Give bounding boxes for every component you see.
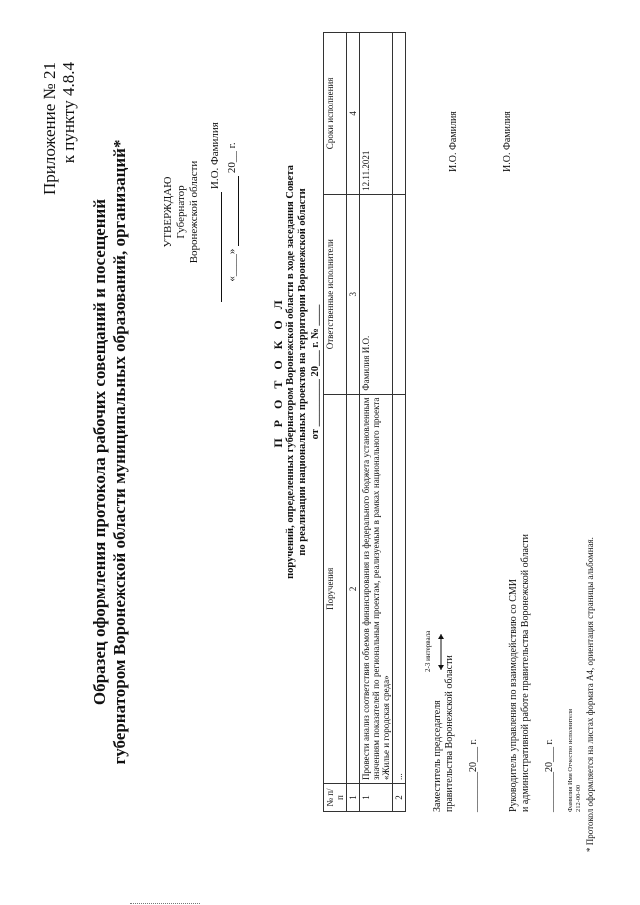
document-title [90, 92, 130, 812]
signature-position-line-2: правительства Воронежской области [444, 655, 455, 812]
signature-block-media-head [508, 392, 556, 812]
row-executor [393, 194, 406, 394]
title-line-1: Образец оформления протокола рабочих совещаний и посещений [90, 198, 109, 706]
row-deadline: 12.11.2021 [360, 33, 393, 195]
row-instruction: ... [393, 394, 406, 783]
column-number-cell: 2 [347, 394, 360, 783]
approve-signature-line [209, 112, 222, 312]
page-footnote: * Протокол оформляется на листах формата А4, ориентация страницы альбомная. [585, 537, 595, 852]
row-instruction: Провести анализ соответствия объемов финансирования из федерального бюджета установленным значениям показателей по региональным проектам, реализуемым в рамках национального проекта «Жилье и городская среда» [360, 394, 393, 783]
table-row [360, 33, 393, 812]
executor-name: Фамилия Имя Отчество исполнителя [567, 708, 574, 812]
scan-edge-divider [130, 903, 200, 904]
appendix-label [40, 62, 78, 252]
date-blank [238, 176, 239, 246]
column-number-cell: 4 [347, 33, 360, 195]
protocol-line-1: поручений, определенных губернатором Воронежской области в ходе заседания Совета [284, 165, 296, 579]
protocol-line-2: по реализации национальных проектов на территории Воронежской области [297, 188, 308, 556]
title-line-2: губернатором Воронежской области муниципальных образований, организаций* [110, 139, 129, 765]
approve-word: УТВЕРЖДАЮ [162, 176, 174, 248]
appendix-clause: к пункту 4.8.4 [59, 62, 78, 164]
executor-note [567, 612, 583, 812]
signature-position-line-1: Руководитель управления по взаимодействию со СМИ [508, 579, 519, 812]
column-number-cell: 1 [347, 784, 360, 812]
signature-name-media-head: И.О. Фамилия [502, 111, 513, 172]
protocol-heading: П Р О Т О К О Л [271, 296, 285, 448]
signature-name-deputy: И.О. Фамилия [448, 111, 459, 172]
appendix-number: Приложение № 21 [40, 62, 59, 195]
approve-date-prefix: «____» [226, 248, 238, 282]
protocol-header [272, 92, 322, 652]
signature-position-line-2: и административной работе правительства Воронежской области [520, 533, 531, 812]
table-column-number-row [347, 33, 360, 812]
signature-position-line-1: Заместитель председателя [432, 700, 443, 812]
protocol-line-3: от _________ 20___ г. № ____ [309, 304, 321, 440]
table-header-row [324, 33, 347, 812]
signature-blank [221, 192, 222, 302]
header-cell: № п/п [324, 784, 347, 812]
instructions-table [323, 32, 406, 812]
approve-signature-name: И.О. Фамилия [209, 122, 221, 190]
approve-date-line [226, 112, 239, 312]
row-deadline [393, 33, 406, 195]
signature-block-deputy [432, 592, 480, 812]
table-row [393, 33, 406, 812]
row-number: 2 [393, 784, 406, 812]
approve-date-suffix: 20__ г. [226, 142, 238, 174]
approve-region: Воронежской области [188, 160, 200, 264]
approve-position: Губернатор [175, 185, 187, 239]
executor-phone: 212-00-00 [575, 784, 582, 812]
rotated-landscape-sheet [40, 52, 600, 852]
column-number-cell: 3 [347, 194, 360, 394]
header-cell: Ответственные исполнители [324, 194, 347, 394]
row-executor: Фамилия И.О. [360, 194, 393, 394]
signature-date: ________20___ г. [468, 739, 479, 812]
signature-date: ________20___ г. [544, 739, 555, 812]
header-cell: Поручения [324, 394, 347, 783]
approval-block [162, 112, 239, 312]
spacing-note: 2-3 интервала [424, 630, 432, 672]
row-number: 1 [360, 784, 393, 812]
header-cell: Сроки исполнения [324, 33, 347, 195]
